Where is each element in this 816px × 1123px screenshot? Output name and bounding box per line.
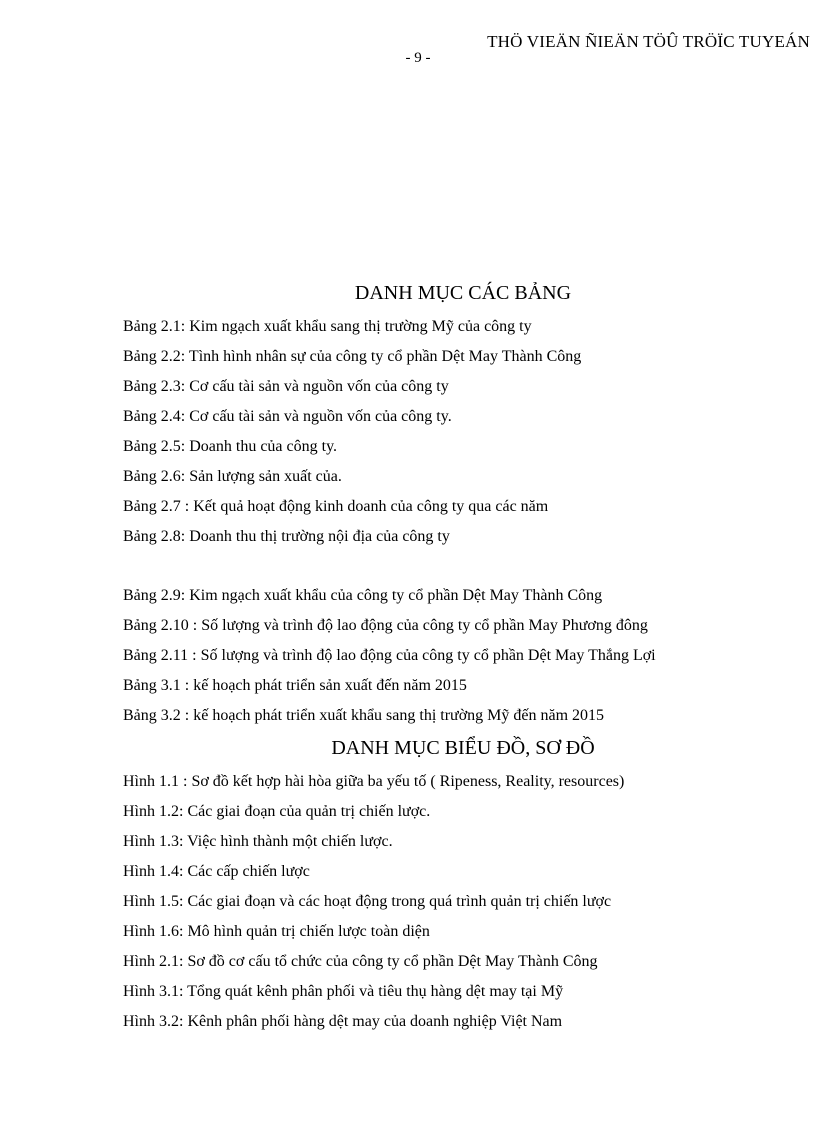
- page-number: - 9 -: [405, 50, 431, 66]
- figure-list-item: Hình 1.2: Các giai đoạn của quản trị chiến lược.: [123, 803, 431, 820]
- figure-list-item: Hình 1.6: Mô hình quản trị chiến lược toàn diện: [123, 923, 430, 940]
- figure-list-item: Hình 1.1 : Sơ đồ kết hợp hài hòa giữa ba yếu tố ( Ripeness, Reality, resources): [123, 773, 625, 790]
- table-list-item: Bảng 2.6: Sản lượng sản xuất của.: [123, 468, 342, 485]
- table-list-item: Bảng 2.2: Tình hình nhân sự của công ty cổ phần Dệt May Thành Công: [123, 348, 582, 365]
- table-list-item: Bảng 2.9: Kim ngạch xuất khẩu của công ty cổ phần Dệt May Thành Công: [123, 587, 603, 604]
- figures-list-heading: DANH MỤC BIỂU ĐỒ, SƠ ĐỒ: [331, 737, 595, 759]
- table-list-item: Bảng 3.1 : kế hoạch phát triển sản xuất đến năm 2015: [123, 677, 467, 694]
- table-list-item: Bảng 2.11 : Số lượng và trình độ lao động của công ty cổ phần Dệt May Thắng Lợi: [123, 647, 656, 664]
- table-list-item: Bảng 2.1: Kim ngạch xuất khẩu sang thị trường Mỹ của công ty: [123, 318, 532, 335]
- figure-list-item: Hình 2.1: Sơ đồ cơ cấu tổ chức của công ty cổ phần Dệt May Thành Công: [123, 953, 598, 970]
- figure-list-item: Hình 1.3: Việc hình thành một chiến lược.: [123, 833, 393, 850]
- table-list-item: Bảng 2.4: Cơ cấu tài sản và nguồn vốn của công ty.: [123, 408, 452, 425]
- table-list-item: Bảng 2.10 : Số lượng và trình độ lao động của công ty cổ phần May Phương đông: [123, 617, 648, 634]
- table-list-item: Bảng 2.7 : Kết quả hoạt động kinh doanh của công ty qua các năm: [123, 498, 549, 515]
- tables-list-heading: DANH MỤC CÁC BẢNG: [354, 282, 572, 304]
- figure-list-item: Hình 3.2: Kênh phân phối hàng dệt may của doanh nghiệp Việt Nam: [123, 1013, 563, 1030]
- table-list-item: Bảng 2.3: Cơ cấu tài sản và nguồn vốn của công ty: [123, 378, 449, 395]
- table-list-item: Bảng 2.5: Doanh thu của công ty.: [123, 438, 338, 455]
- figure-list-item: Hình 1.4: Các cấp chiến lược: [123, 863, 310, 880]
- figure-list-item: Hình 3.1: Tổng quát kênh phân phối và tiêu thụ hàng dệt may tại Mỹ: [123, 983, 564, 1000]
- figure-list-item: Hình 1.5: Các giai đoạn và các hoạt động trong quá trình quản trị chiến lược: [123, 893, 612, 910]
- library-header-title: THÖ VIEÄN ÑIEÄN TÖÛ TRÖÏC TUYEÁN: [487, 32, 810, 51]
- table-list-item: Bảng 2.8: Doanh thu thị trường nội địa của công ty: [123, 528, 450, 545]
- table-list-item: Bảng 3.2 : kế hoạch phát triển xuất khẩu sang thị trường Mỹ đến năm 2015: [123, 707, 605, 724]
